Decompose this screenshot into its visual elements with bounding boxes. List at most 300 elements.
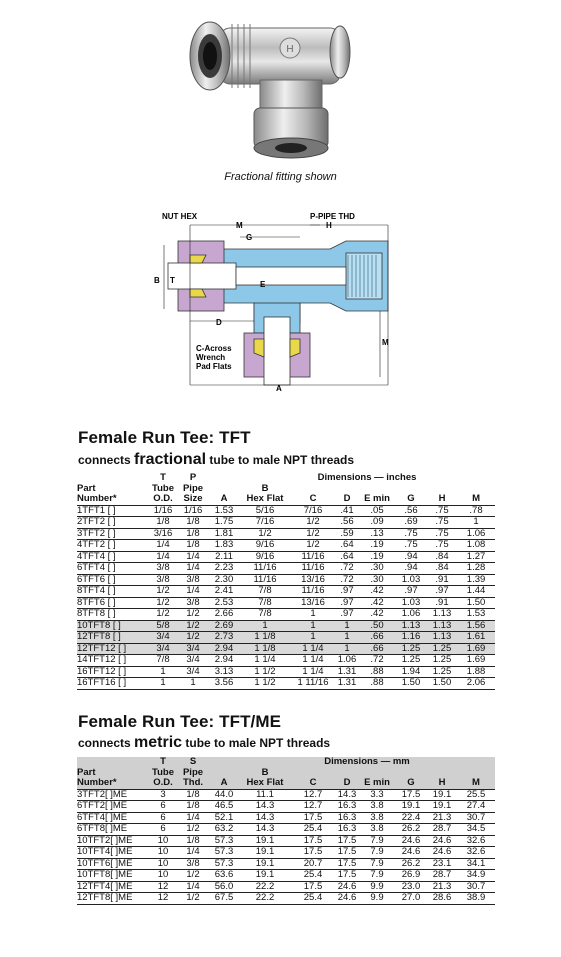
table-row bbox=[77, 574, 495, 586]
table-row bbox=[77, 678, 495, 690]
fitting-diagram bbox=[150, 205, 410, 405]
table-cell: 11.1 bbox=[239, 789, 291, 801]
table-cell: .69 bbox=[395, 517, 427, 529]
table-cell: .42 bbox=[359, 597, 395, 609]
table-cell: 1.25 bbox=[427, 655, 457, 667]
table-cell: .41 bbox=[335, 505, 359, 517]
table-cell: 3.8 bbox=[359, 812, 395, 824]
table-cell: 19.1 bbox=[427, 801, 457, 813]
part-number-cell: 10TFT6[ ]ME bbox=[77, 858, 149, 870]
table-cell: 1/4 bbox=[177, 812, 209, 824]
label-h: H bbox=[326, 221, 332, 230]
table-cell: 1/2 bbox=[239, 528, 291, 540]
label-e: E bbox=[260, 280, 266, 289]
table-cell: 16.3 bbox=[335, 824, 359, 836]
table-cell: 7/8 bbox=[239, 609, 291, 621]
table-cell: .42 bbox=[359, 586, 395, 598]
table-row bbox=[77, 632, 495, 644]
table-cell: 2.23 bbox=[209, 563, 239, 575]
table-cell: 32.6 bbox=[457, 847, 495, 859]
table-cell: 1/2 bbox=[149, 586, 177, 598]
table-cell: 1.13 bbox=[395, 620, 427, 632]
table-cell: 10 bbox=[149, 858, 177, 870]
table-cell: .72 bbox=[335, 574, 359, 586]
table-cell: 1/4 bbox=[149, 551, 177, 563]
table-cell: 16.3 bbox=[335, 812, 359, 824]
table-cell: 23.1 bbox=[427, 858, 457, 870]
part-number-cell: 8TFT8 [ ] bbox=[77, 609, 149, 621]
table-cell: 1/2 bbox=[291, 540, 335, 552]
part-number-cell: 12TFT12 [ ] bbox=[77, 643, 149, 655]
table-cell: 1 1/4 bbox=[291, 666, 335, 678]
table-cell: 14.3 bbox=[335, 789, 359, 801]
table-cell: 24.6 bbox=[395, 847, 427, 859]
table-cell: .94 bbox=[395, 551, 427, 563]
table-cell: 1 1/2 bbox=[239, 666, 291, 678]
table-cell: 1/4 bbox=[177, 586, 209, 598]
table-cell: 7/16 bbox=[239, 517, 291, 529]
table-cell: .56 bbox=[395, 505, 427, 517]
table-cell: 27.0 bbox=[395, 893, 427, 905]
table-cell: 25.4 bbox=[291, 824, 335, 836]
table-cell: 14.3 bbox=[239, 812, 291, 824]
table-cell: 1.50 bbox=[427, 678, 457, 690]
table-cell: 1/16 bbox=[149, 505, 177, 517]
table-cell: 1/8 bbox=[177, 540, 209, 552]
table-cell: 3.56 bbox=[209, 678, 239, 690]
table-cell: 1 bbox=[335, 643, 359, 655]
part-number-cell: 6TFT8[ ]ME bbox=[77, 824, 149, 836]
table-cell: 3/8 bbox=[177, 858, 209, 870]
table-cell: 1.53 bbox=[457, 609, 495, 621]
table-cell: 24.6 bbox=[395, 835, 427, 847]
part-number-cell: 14TFT12 [ ] bbox=[77, 655, 149, 667]
table-cell: 22.4 bbox=[395, 812, 427, 824]
table-cell: 57.3 bbox=[209, 847, 239, 859]
part-number-cell: 4TFT4 [ ] bbox=[77, 551, 149, 563]
tft-subtitle: connects fractional tube to male NPT threads bbox=[78, 451, 355, 468]
table-cell: .42 bbox=[359, 609, 395, 621]
table-cell: .91 bbox=[427, 574, 457, 586]
table-cell: 1 1/4 bbox=[239, 655, 291, 667]
table-row bbox=[77, 563, 495, 575]
table-cell: 2.06 bbox=[457, 678, 495, 690]
table-row bbox=[77, 540, 495, 552]
table-cell: 3/4 bbox=[177, 655, 209, 667]
table-cell: 25.4 bbox=[291, 870, 335, 882]
table-cell: 52.1 bbox=[209, 812, 239, 824]
part-number-cell: 6TFT2[ ]ME bbox=[77, 801, 149, 813]
table-cell: 1/4 bbox=[177, 881, 209, 893]
table-cell: 1 bbox=[239, 620, 291, 632]
table-cell: 1.39 bbox=[457, 574, 495, 586]
table-cell: 7.9 bbox=[359, 870, 395, 882]
table-cell: 3/8 bbox=[177, 597, 209, 609]
table-cell: 1.69 bbox=[457, 655, 495, 667]
table-cell: 1/8 bbox=[177, 528, 209, 540]
table-cell: 5/8 bbox=[149, 620, 177, 632]
table-cell: 1/8 bbox=[177, 801, 209, 813]
table-cell: 9.9 bbox=[359, 881, 395, 893]
table-cell: .75 bbox=[427, 517, 457, 529]
table-cell: 1.03 bbox=[395, 597, 427, 609]
table-cell: 57.3 bbox=[209, 858, 239, 870]
table-cell: 3.3 bbox=[359, 789, 395, 801]
table-cell: 63.6 bbox=[209, 870, 239, 882]
table-cell: 1 bbox=[457, 517, 495, 529]
table-cell: .75 bbox=[427, 528, 457, 540]
table-cell: .13 bbox=[359, 528, 395, 540]
table-cell: .56 bbox=[335, 517, 359, 529]
table-cell: 17.5 bbox=[395, 789, 427, 801]
table-cell: .59 bbox=[335, 528, 359, 540]
table-cell: 12 bbox=[149, 893, 177, 905]
table-cell: 25.5 bbox=[457, 789, 495, 801]
table-cell: 17.5 bbox=[291, 812, 335, 824]
table-cell: 34.1 bbox=[457, 858, 495, 870]
label-m2: M bbox=[382, 338, 389, 347]
table-cell: 1 bbox=[291, 632, 335, 644]
part-number-cell: 8TFT6 [ ] bbox=[77, 597, 149, 609]
table-cell: 28.6 bbox=[427, 893, 457, 905]
table-cell: 2.94 bbox=[209, 643, 239, 655]
table-cell: 1.27 bbox=[457, 551, 495, 563]
table-cell: 9/16 bbox=[239, 551, 291, 563]
table-cell: 3/8 bbox=[149, 574, 177, 586]
table-cell: 57.3 bbox=[209, 835, 239, 847]
table-cell: 19.1 bbox=[239, 847, 291, 859]
table-cell: 1/2 bbox=[177, 609, 209, 621]
table-cell: 17.5 bbox=[291, 847, 335, 859]
table-cell: 10 bbox=[149, 847, 177, 859]
table-cell: 2.69 bbox=[209, 620, 239, 632]
table-cell: 12 bbox=[149, 881, 177, 893]
table-cell: 24.6 bbox=[427, 847, 457, 859]
table-cell: 2.41 bbox=[209, 586, 239, 598]
label-b: B bbox=[154, 276, 160, 285]
table-cell: 1/4 bbox=[177, 563, 209, 575]
table-cell: .75 bbox=[427, 505, 457, 517]
table-cell: 1.53 bbox=[209, 505, 239, 517]
table-cell: .97 bbox=[427, 586, 457, 598]
table-cell: .97 bbox=[335, 609, 359, 621]
table-cell: 56.0 bbox=[209, 881, 239, 893]
table-cell: 28.7 bbox=[427, 870, 457, 882]
table-cell: 1/2 bbox=[149, 597, 177, 609]
table-cell: 1 1/4 bbox=[291, 655, 335, 667]
table-cell: 1.75 bbox=[209, 517, 239, 529]
table-cell: 19.1 bbox=[239, 870, 291, 882]
table-cell: .88 bbox=[359, 678, 395, 690]
table-cell: 20.7 bbox=[291, 858, 335, 870]
table-cell: 1.06 bbox=[395, 609, 427, 621]
table-cell: 34.9 bbox=[457, 870, 495, 882]
table-cell: 14.3 bbox=[239, 824, 291, 836]
label-c1: C-Across bbox=[196, 344, 232, 353]
table-cell: .72 bbox=[359, 655, 395, 667]
table-row bbox=[77, 528, 495, 540]
table-cell: 1.81 bbox=[209, 528, 239, 540]
table-cell: 3 bbox=[149, 789, 177, 801]
table-row bbox=[77, 586, 495, 598]
table-cell: 1/2 bbox=[177, 893, 209, 905]
table-cell: 28.7 bbox=[427, 824, 457, 836]
table-cell: 30.7 bbox=[457, 812, 495, 824]
table-cell: .84 bbox=[427, 563, 457, 575]
table-cell: 1.61 bbox=[457, 632, 495, 644]
table-cell: 1.50 bbox=[457, 597, 495, 609]
table-cell: 1 bbox=[149, 678, 177, 690]
table-cell: 10 bbox=[149, 870, 177, 882]
table-cell: 7/8 bbox=[239, 586, 291, 598]
table-row bbox=[77, 789, 495, 801]
table-cell: .19 bbox=[359, 551, 395, 563]
label-c2: Wrench bbox=[196, 353, 226, 362]
table-row bbox=[77, 801, 495, 813]
table-cell: .66 bbox=[359, 643, 395, 655]
part-number-cell: 12TFT8[ ]ME bbox=[77, 893, 149, 905]
table-row bbox=[77, 609, 495, 621]
table-row bbox=[77, 643, 495, 655]
table-cell: 1 bbox=[177, 678, 209, 690]
tftme-subtitle: connects metric tube to male NPT threads bbox=[78, 734, 331, 751]
table-cell: 1.28 bbox=[457, 563, 495, 575]
table-cell: .75 bbox=[395, 540, 427, 552]
table-cell: 13/16 bbox=[291, 597, 335, 609]
table-cell: .84 bbox=[427, 551, 457, 563]
table-cell: 1/4 bbox=[177, 847, 209, 859]
label-d: D bbox=[216, 318, 222, 327]
table-cell: 1.06 bbox=[457, 528, 495, 540]
table-cell: 3/4 bbox=[149, 643, 177, 655]
table-cell: 2.73 bbox=[209, 632, 239, 644]
table-cell: 24.6 bbox=[427, 835, 457, 847]
label-m: M bbox=[236, 221, 243, 230]
part-number-cell: 4TFT2 [ ] bbox=[77, 540, 149, 552]
table-row bbox=[77, 835, 495, 847]
part-number-cell: 12TFT8 [ ] bbox=[77, 632, 149, 644]
part-number-cell: 16TFT16 [ ] bbox=[77, 678, 149, 690]
table-cell: 7.9 bbox=[359, 835, 395, 847]
table-cell: 19.1 bbox=[395, 801, 427, 813]
table-cell: .94 bbox=[395, 563, 427, 575]
tft-table: T P Dimensions — inches Part Tube Pipe B Number* O.D. Size A Hex Flat C D E min G H M 1TFT1 [ ] 1/16 1/16 1.53 5/16 7/16 .41 .05 .56 .75 .78 2TFT2 [ ] 1/8 1/8 1.75 7/16 1/2 .56 .09 .69 .75 1 3TFT2 [ ] 3/16 1/8 1.81 1/2 1/2 .59 .13 .75 .75 1.06 4TFT2 [ ] 1/4 1/8 1.83 9/16 1/2 .64 .19 .75 .75 1.08 4TFT4 [ ] 1/4 1/4 2.11 9/16 11/16 .64 .19 .94 .84 1.27 6TFT4 [ ] 3/8 1/4 2.23 11/16 11/16 .72 .30 .94 .84 1.28 6TFT6 [ ] 3/8 3/8 2.30 11/16 13/16 .72 .30 1.03 .91 1.39 8TFT4 [ ] 1/2 1/4 2.41 7/8 11/16 .97 .42 .97 .97 1.44 8TFT6 [ ] 1/2 3/8 2.53 7/8 13/16 .97 .42 1.03 .91 1.50 8TFT8 [ ] 1/2 1/2 2.66 7/8 1 .97 .42 1.06 1.13 1.53 10TFT8 [ ] 5/8 1/2 2.69 1 1 1 .50 1.13 1.13 1.56 12TFT8 [ ] 3/4 1/2 2.73 1 1/8 1 1 .66 1.16 1.13 1.61 12TFT12 [ ] 3/4 3/4 2.94 1 1/8 1 1/4 1 .66 1.25 1.25 1.69 14TFT12 [ ] 7/8 3/4 2.94 1 1/4 1 1/4 1.06 .72 1.25 1.25 1.69 16TFT12 [ ] 1 3/4 3.13 1 1/2 1 1/4 1.31 .88 1.94 1.25 1.88 16TFT16 [ ] 1 1 3.56 1 1/2 1 11/16 1.31 .88 1.50 1.50 2.06 bbox=[77, 473, 495, 690]
table-cell: 17.5 bbox=[335, 858, 359, 870]
table-cell: 1.83 bbox=[209, 540, 239, 552]
table-cell: 22.2 bbox=[239, 881, 291, 893]
table-cell: 17.5 bbox=[335, 835, 359, 847]
part-number-cell: 2TFT2 [ ] bbox=[77, 517, 149, 529]
table-cell: 1 bbox=[291, 620, 335, 632]
table-cell: 17.5 bbox=[291, 881, 335, 893]
table-cell: 1/4 bbox=[149, 540, 177, 552]
table-cell: 1/2 bbox=[177, 824, 209, 836]
table-cell: 67.5 bbox=[209, 893, 239, 905]
table-cell: 7/8 bbox=[149, 655, 177, 667]
table-cell: 1.13 bbox=[427, 609, 457, 621]
table-cell: 1 1/4 bbox=[291, 643, 335, 655]
table-cell: 63.2 bbox=[209, 824, 239, 836]
tft-title: Female Run Tee: TFT bbox=[78, 428, 251, 447]
table-cell: 3/16 bbox=[149, 528, 177, 540]
tftme-table: T S Dimensions — mm Part Tube Pipe B Number* O.D. Thd. A Hex Flat C D E min G H M 3TFT2[ ]ME 3 1/8 44.0 11.1 12.7 14.3 3.3 17.5 19.1 25.5 6TFT2[ ]ME 6 1/8 46.5 14.3 12.7 16.3 3.8 19.1 19.1 27.4 6TFT4[ ]ME 6 1/4 52.1 14.3 17.5 16.3 3.8 22.4 21.3 30.7 6TFT8[ ]ME 6 1/2 63.2 14.3 25.4 16.3 3.8 26.2 28.7 34.5 10TFT2[ ]ME 10 1/8 57.3 19.1 17.5 17.5 7.9 24.6 24.6 32.6 10TFT4[ ]ME 10 1/4 57.3 19.1 17.5 17.5 7.9 24.6 24.6 32.6 10TFT6[ ]ME 10 3/8 57.3 19.1 20.7 17.5 7.9 26.2 23.1 34.1 10TFT8[ ]ME 10 1/2 63.6 19.1 25.4 17.5 7.9 26.9 28.7 34.9 12TFT4[ ]ME 12 1/4 56.0 22.2 17.5 24.6 9.9 23.0 21.3 30.7 12TFT8[ ]ME 12 1/2 67.5 22.2 25.4 24.6 9.9 27.0 28.6 38.9 bbox=[77, 757, 495, 905]
table-cell: .75 bbox=[395, 528, 427, 540]
table-cell: 1.03 bbox=[395, 574, 427, 586]
table-cell: 11/16 bbox=[239, 574, 291, 586]
table-cell: 1 bbox=[149, 666, 177, 678]
table-cell: .19 bbox=[359, 540, 395, 552]
table-cell: 1.06 bbox=[335, 655, 359, 667]
part-number-cell: 6TFT4 [ ] bbox=[77, 563, 149, 575]
table-cell: 3.8 bbox=[359, 824, 395, 836]
table-cell: 34.5 bbox=[457, 824, 495, 836]
table-row bbox=[77, 847, 495, 859]
table-cell: .88 bbox=[359, 666, 395, 678]
table-row bbox=[77, 893, 495, 905]
table-cell: 7.9 bbox=[359, 858, 395, 870]
table-cell: 26.9 bbox=[395, 870, 427, 882]
table-cell: 1/2 bbox=[177, 632, 209, 644]
label-nut-hex: NUT HEX bbox=[162, 212, 198, 221]
part-number-cell: 12TFT4[ ]ME bbox=[77, 881, 149, 893]
table-row bbox=[77, 655, 495, 667]
table-cell: 11/16 bbox=[239, 563, 291, 575]
part-number-cell: 3TFT2[ ]ME bbox=[77, 789, 149, 801]
table-cell: .09 bbox=[359, 517, 395, 529]
table-cell: 3/4 bbox=[149, 632, 177, 644]
label-c3: Pad Flats bbox=[196, 362, 232, 371]
table-cell: 2.11 bbox=[209, 551, 239, 563]
part-number-cell: 10TFT2[ ]ME bbox=[77, 835, 149, 847]
table-cell: .64 bbox=[335, 551, 359, 563]
table-cell: 5/16 bbox=[239, 505, 291, 517]
label-a: A bbox=[276, 384, 282, 393]
table-cell: 12.7 bbox=[291, 801, 335, 813]
label-g: G bbox=[246, 233, 253, 242]
part-number-cell: 10TFT8[ ]ME bbox=[77, 870, 149, 882]
table-cell: 1.31 bbox=[335, 678, 359, 690]
table-cell: 3.13 bbox=[209, 666, 239, 678]
table-cell: 1.25 bbox=[427, 666, 457, 678]
table-row bbox=[77, 666, 495, 678]
table-cell: 26.2 bbox=[395, 858, 427, 870]
table-cell: 1.44 bbox=[457, 586, 495, 598]
table-cell: 25.4 bbox=[291, 893, 335, 905]
table-row bbox=[77, 824, 495, 836]
table-cell: 1/2 bbox=[149, 609, 177, 621]
table-cell: 1/8 bbox=[177, 789, 209, 801]
table-cell: 13/16 bbox=[291, 574, 335, 586]
table-cell: 12.7 bbox=[291, 789, 335, 801]
table-cell: 16.3 bbox=[335, 801, 359, 813]
table-cell: 44.0 bbox=[209, 789, 239, 801]
fitting-photo bbox=[180, 8, 360, 168]
table-row bbox=[77, 551, 495, 563]
table-cell: 11/16 bbox=[291, 586, 335, 598]
table-cell: 1/2 bbox=[291, 528, 335, 540]
table-cell: 7.9 bbox=[359, 847, 395, 859]
table-row bbox=[77, 881, 495, 893]
part-number-cell: 10TFT8 [ ] bbox=[77, 620, 149, 632]
table-cell: 3/4 bbox=[177, 666, 209, 678]
table-cell: 2.30 bbox=[209, 574, 239, 586]
table-cell: 1 11/16 bbox=[291, 678, 335, 690]
table-cell: .78 bbox=[457, 505, 495, 517]
table-cell: .97 bbox=[335, 597, 359, 609]
part-number-cell: 6TFT4[ ]ME bbox=[77, 812, 149, 824]
table-cell: .05 bbox=[359, 505, 395, 517]
table-cell: 30.7 bbox=[457, 881, 495, 893]
table-cell: 14.3 bbox=[239, 801, 291, 813]
table-cell: .75 bbox=[427, 540, 457, 552]
table-cell: 1.25 bbox=[395, 643, 427, 655]
table-cell: 27.4 bbox=[457, 801, 495, 813]
table-row bbox=[77, 858, 495, 870]
table-cell: 1.50 bbox=[395, 678, 427, 690]
table-cell: 46.5 bbox=[209, 801, 239, 813]
table-cell: .64 bbox=[335, 540, 359, 552]
table-cell: .30 bbox=[359, 574, 395, 586]
label-p-pipe: P-PIPE THD bbox=[310, 212, 355, 221]
table-cell: 3/8 bbox=[149, 563, 177, 575]
table-cell: 2.66 bbox=[209, 609, 239, 621]
table-cell: 7/16 bbox=[291, 505, 335, 517]
table-cell: 1.13 bbox=[427, 632, 457, 644]
table-cell: 38.9 bbox=[457, 893, 495, 905]
table-cell: 1/4 bbox=[177, 551, 209, 563]
figure-caption: Fractional fitting shown bbox=[224, 171, 337, 183]
table-cell: 1/2 bbox=[291, 517, 335, 529]
table-cell: 1.31 bbox=[335, 666, 359, 678]
table-cell: 11/16 bbox=[291, 551, 335, 563]
table-cell: 2.53 bbox=[209, 597, 239, 609]
svg-text:H: H bbox=[286, 44, 294, 55]
table-row bbox=[77, 597, 495, 609]
table-cell: 1.08 bbox=[457, 540, 495, 552]
table-cell: 9/16 bbox=[239, 540, 291, 552]
table-cell: 1 bbox=[291, 609, 335, 621]
table-cell: 1/8 bbox=[149, 517, 177, 529]
label-t: T bbox=[170, 276, 175, 285]
table-cell: .30 bbox=[359, 563, 395, 575]
table-cell: 3.8 bbox=[359, 801, 395, 813]
table-cell: 1.69 bbox=[457, 643, 495, 655]
table-cell: 9.9 bbox=[359, 893, 395, 905]
table-cell: 1.25 bbox=[395, 655, 427, 667]
table-cell: 1/8 bbox=[177, 835, 209, 847]
table-cell: 17.5 bbox=[291, 835, 335, 847]
part-number-cell: 3TFT2 [ ] bbox=[77, 528, 149, 540]
table-cell: 1.94 bbox=[395, 666, 427, 678]
table-cell: .72 bbox=[335, 563, 359, 575]
table-cell: 22.2 bbox=[239, 893, 291, 905]
table-cell: 1/8 bbox=[177, 517, 209, 529]
table-cell: .50 bbox=[359, 620, 395, 632]
table-cell: .66 bbox=[359, 632, 395, 644]
table-cell: 1/16 bbox=[177, 505, 209, 517]
table-cell: 24.6 bbox=[335, 893, 359, 905]
table-row bbox=[77, 620, 495, 632]
table-cell: 6 bbox=[149, 812, 177, 824]
table-cell: 1/2 bbox=[177, 620, 209, 632]
table-cell: 10 bbox=[149, 835, 177, 847]
table-cell: 32.6 bbox=[457, 835, 495, 847]
table-cell: 17.5 bbox=[335, 847, 359, 859]
part-number-cell: 10TFT4[ ]ME bbox=[77, 847, 149, 859]
table-cell: 1.13 bbox=[427, 620, 457, 632]
tftme-title: Female Run Tee: TFT/ME bbox=[78, 712, 282, 731]
table-cell: 19.1 bbox=[427, 789, 457, 801]
